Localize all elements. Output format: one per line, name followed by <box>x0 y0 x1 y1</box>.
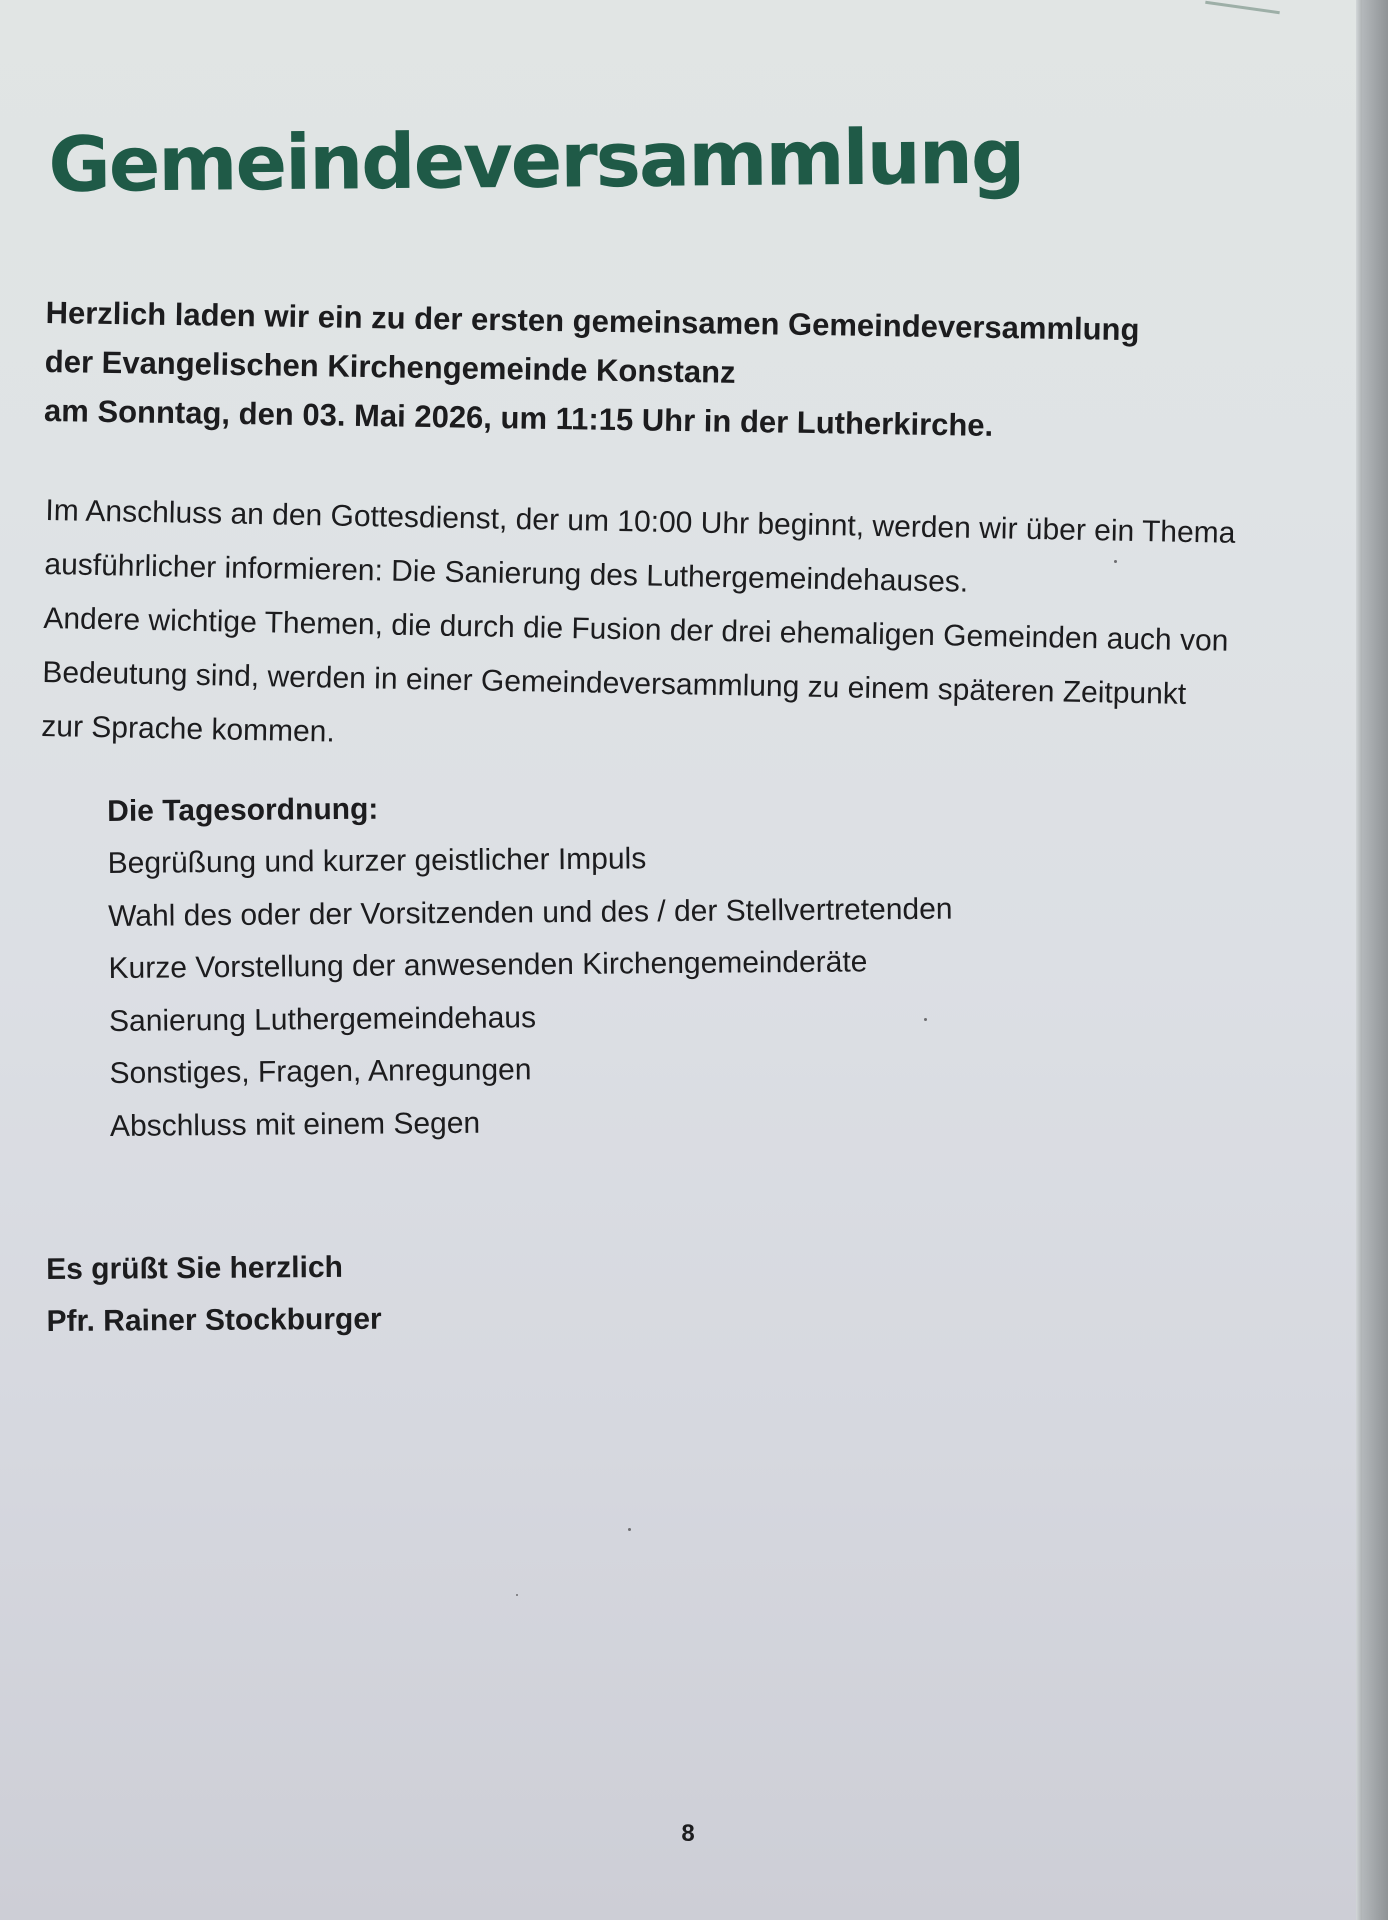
agenda-item: Sanierung Luthergemeindehaus <box>108 1000 537 1038</box>
agenda-item: Abschluss mit einem Segen <box>109 1106 481 1143</box>
agenda-heading: Die Tagesordnung: <box>107 792 379 828</box>
signature-name: Pfr. Rainer Stockburger <box>46 1302 382 1338</box>
body-line: Andere wichtige Themen, die durch die Fusion der drei ehemaligen Gemeinden auch von <box>43 601 1229 658</box>
paper-speck <box>1114 560 1117 563</box>
agenda-list <box>107 831 954 1153</box>
agenda-item: Begrüßung und kurzer geistlicher Impuls <box>107 842 647 880</box>
body-line: Im Anschluss an den Gottesdienst, der um 10:00 Uhr beginnt, werden wir über ein Thema <box>45 493 1236 550</box>
invitation-line: der Evangelischen Kirchengemeinde Konstanz <box>44 343 736 390</box>
page-shadow <box>1362 0 1388 1920</box>
signature-block <box>46 1242 382 1348</box>
page-number: 8 <box>681 1820 695 1847</box>
body-paragraph <box>41 484 1236 777</box>
agenda-item: Sonstiges, Fragen, Anregungen <box>109 1053 532 1090</box>
body-line: ausführlicher informieren: Die Sanierung des Luthergemeindehauses. <box>44 547 969 599</box>
agenda-section <box>107 779 955 1153</box>
invitation-paragraph <box>44 288 1140 452</box>
signature-greeting: Es grüßt Sie herzlich <box>46 1250 344 1286</box>
invitation-line: am Sonntag, den 03. Mai 2026, um 11:15 Uhr in der Lutherkirche. <box>43 392 994 443</box>
paper-speck <box>924 1018 927 1021</box>
body-line: zur Sprache kommen. <box>41 709 336 749</box>
paper-speck <box>516 1594 518 1596</box>
paper-speck <box>628 1528 631 1531</box>
page-title: Gemeindeversammlung <box>48 111 1024 209</box>
agenda-item: Kurze Vorstellung der anwesenden Kirchengemeinderäte <box>108 945 868 985</box>
agenda-item: Wahl des oder der Vorsitzenden und des / der Stellvertretenden <box>107 892 953 933</box>
body-line: Bedeutung sind, werden in einer Gemeindeversammlung zu einem späteren Zeitpunkt <box>42 655 1187 711</box>
paper-mark <box>1205 1 1280 14</box>
invitation-line: Herzlich laden wir ein zu der ersten gemeinsamen Gemeindeversammlung <box>45 294 1140 348</box>
